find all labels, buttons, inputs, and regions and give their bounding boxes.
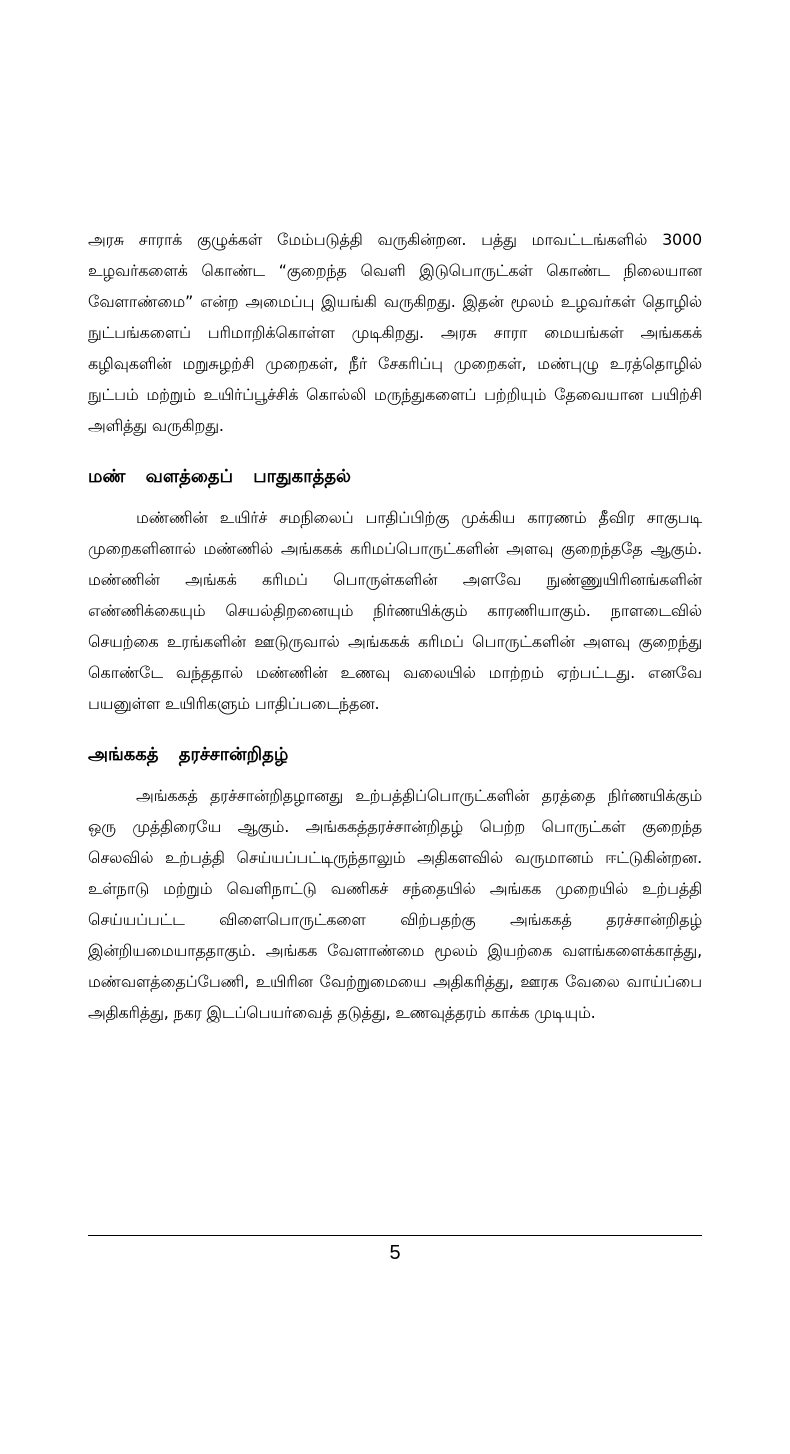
page-body — [88, 224, 702, 1028]
footer-divider — [88, 1235, 702, 1236]
soil-protection-heading: மண் வளத்தைப் பாதுகாத்தல் — [88, 466, 351, 487]
page-number: 5 — [389, 1242, 401, 1264]
soil-paragraph: மண்ணின் உயிர்ச் சமநிலைப் பாதிப்பிற்கு முக்கிய காரணம் தீவிர சாகுபடி முறைகளினால் மண்ணில் அங்ககக் கரிமப்பொருட்களின் அளவு குறைந்ததே ஆகும். மண்ணின் அங்கக் கரிமப் பொருள்களின் அளவே நுண்ணுயிரினங்களின் எண்ணிக்கையும் செயல்திறனையும் நிர்ணயிக்கும் காரணியாகும். நாளடைவில் செயற்கை உரங்களின் ஊடுருவால் அங்ககக் கரிமப் பொருட்களின் அளவு குறைந்து கொண்டே வந்ததால் மண்ணின் உணவு வலையில் மாற்றம் ஏற்பட்டது. எனவே பயனுள்ள உயிரிகளும் பாதிப்படைந்தன. — [88, 508, 702, 713]
certification-heading: அங்ககத் தரச்சான்றிதழ் — [88, 744, 289, 765]
certification-paragraph: அங்ககத் தரச்சான்றிதழானது உற்பத்திப்பொருட்களின் தரத்தை நிர்ணயிக்கும் ஒரு முத்திரையே ஆகும். அங்ககத்தரச்சான்றிதழ் பெற்ற பொருட்கள் குறைந்த செலவில் உற்பத்தி செய்யப்பட்டிருந்தாலும் அதிகளவில் வருமானம் ஈட்டுகின்றன. உள்நாடு மற்றும் வெளிநாட்டு வணிகச் சந்தையில் அங்கக முறையில் உற்பத்தி செய்யப்பட்ட விளைபொருட்களை விற்பதற்கு அங்ககத் தரச்சான்றிதழ் இன்றியமையாததாகும். அங்கக வேளாண்மை மூலம் இயற்கை வளங்களைக்காத்து, மண்வளத்தைப்பேணி, உயிரின வேற்றுமையை அதிகரித்து, ஊரக வேலை வாய்ப்பை அதிகரித்து, நகர இடப்பெயர்வைத் தடுத்து, உணவுத்தரம் காக்க முடியும். — [88, 786, 702, 1022]
intro-paragraph: அரசு சாராக் குழுக்கள் மேம்படுத்தி வருகின்றன. பத்து மாவட்டங்களில் 3000 உழவர்களைக் கொண்ட “குறைந்த வெளி இடுபொருட்கள் கொண்ட நிலையான வேளாண்மை” என்ற அமைப்பு இயங்கி வருகிறது. இதன் மூலம் உழவர்கள் தொழில் நுட்பங்களைப் பரிமாறிக்கொள்ள முடிகிறது. அரசு சாரா மையங்கள் அங்ககக் கழிவுகளின் மறுசுழற்சி முறைகள், நீர் சேகரிப்பு முறைகள், மண்புழு உரத்தொழில் நுட்பம் மற்றும் உயிர்ப்பூச்சிக் கொல்லி மருந்துகளைப் பற்றியும் தேவையான பயிற்சி அளித்து வருகிறது. — [88, 230, 702, 435]
